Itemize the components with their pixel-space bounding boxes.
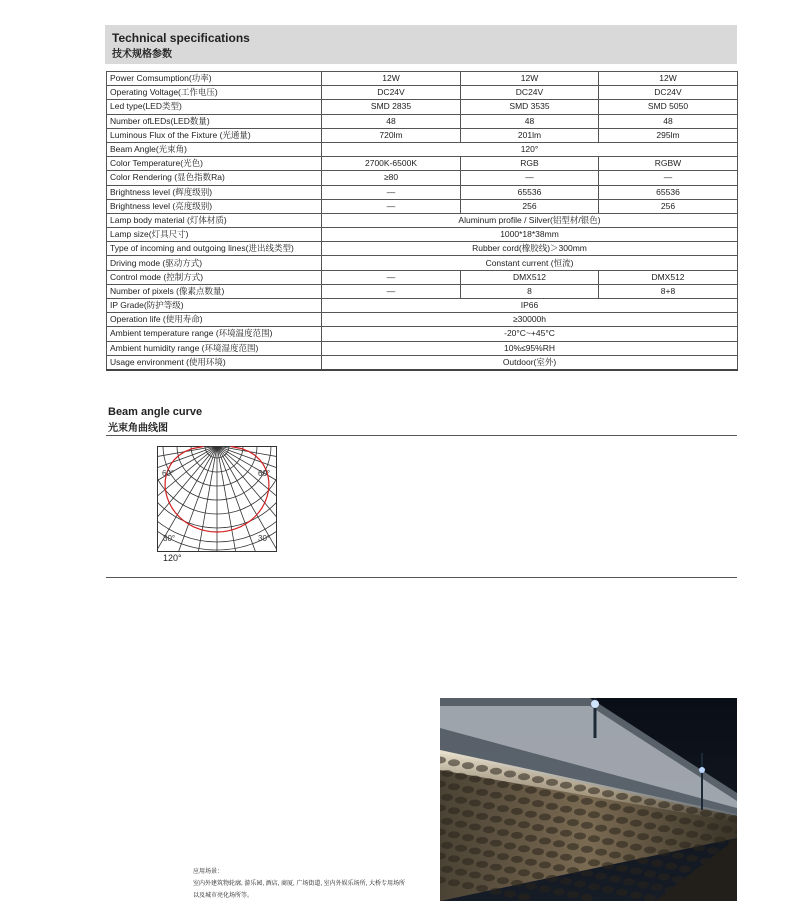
spec-value: SMD 5050 (599, 100, 738, 114)
spec-label: Number of pixels (像素点数量) (107, 284, 322, 298)
spec-value: 8 (461, 284, 599, 298)
spec-row (107, 72, 738, 86)
application-note-title: 应用场景： (193, 869, 224, 875)
spec-label: Type of incoming and outgoing lines(进出线类型) (107, 242, 322, 256)
spec-label: Lamp size(灯具尺寸) (107, 228, 322, 242)
section-divider-top (106, 435, 737, 436)
spec-row (107, 313, 738, 327)
spec-row (107, 157, 738, 171)
spec-label: Led type(LED类型) (107, 100, 322, 114)
spec-value: — (322, 185, 461, 199)
spec-row (107, 242, 738, 256)
spec-value: 2700K-6500K (322, 157, 461, 171)
spec-value: RGBW (599, 157, 738, 171)
beam-angle-polar-chart (157, 446, 277, 552)
spec-row (107, 185, 738, 199)
spec-label: Color Rendering (显色指数Ra) (107, 171, 322, 185)
spec-label: Brightness level (亮度级别) (107, 199, 322, 213)
beam-angle-label: 120° (163, 553, 182, 563)
spec-row (107, 341, 738, 355)
spec-label: Brightness level (辉度级别) (107, 185, 322, 199)
spec-value: 256 (599, 199, 738, 213)
spec-row (107, 114, 738, 128)
spec-value: 8+8 (599, 284, 738, 298)
spec-row (107, 270, 738, 284)
tick-30-right: 30° (258, 534, 271, 543)
spec-value: ≥30000h (322, 313, 738, 327)
spec-value: — (599, 171, 738, 185)
spec-value: 48 (461, 114, 599, 128)
spec-label: Luminous Flux of the Fixture (光通量) (107, 128, 322, 142)
spec-label: Color Temperature(光色) (107, 157, 322, 171)
beam-curve-title-cn: 光束角曲线图 (108, 423, 168, 434)
spec-table (106, 71, 738, 371)
spec-label: Number ofLEDs(LED数量) (107, 114, 322, 128)
spec-row (107, 256, 738, 270)
spec-value: 295lm (599, 128, 738, 142)
spec-value: Aluminum profile / Silver(铝型材/银色) (322, 213, 738, 227)
application-note-line2: 以及城市亮化场所等。 (193, 893, 254, 899)
spec-value: 65536 (599, 185, 738, 199)
spec-row (107, 228, 738, 242)
spec-value: 48 (599, 114, 738, 128)
spec-value: DMX512 (599, 270, 738, 284)
spec-value: — (322, 199, 461, 213)
spec-value: IP66 (322, 299, 738, 313)
spec-value: 12W (599, 72, 738, 86)
spec-value: Constant current (恒流) (322, 256, 738, 270)
spec-value: 12W (461, 72, 599, 86)
spec-label: Lamp body material (灯体材质) (107, 213, 322, 227)
spec-title-en: Technical specifications (112, 31, 250, 45)
spec-row (107, 299, 738, 313)
spec-value: 720lm (322, 128, 461, 142)
spec-label: Power Comsumption(功率) (107, 72, 322, 86)
spec-value: 201lm (461, 128, 599, 142)
spec-value: — (322, 270, 461, 284)
application-note-line1: 室内外建筑物轮廓, 游乐园, 酒店, 商厦, 广场街道, 室内外娱乐场所, 大桥专用场所 (193, 881, 406, 887)
spec-value: ≥80 (322, 171, 461, 185)
spec-value: Rubber cord(橡胶线)＞300mm (322, 242, 738, 256)
spec-row (107, 284, 738, 298)
spec-value: 65536 (461, 185, 599, 199)
spec-row (107, 327, 738, 341)
spec-value: Outdoor(室外) (322, 355, 738, 370)
spec-label: Beam Angle(光束角) (107, 142, 322, 156)
spec-value: DMX512 (461, 270, 599, 284)
spec-row (107, 86, 738, 100)
spec-label: Ambient temperature range (环境温度范围) (107, 327, 322, 341)
spec-value: SMD 2835 (322, 100, 461, 114)
spec-label: Control mode (控制方式) (107, 270, 322, 284)
spec-label: Operating Voltage(工作电压) (107, 86, 322, 100)
tick-30-left: 30° (163, 534, 176, 543)
spec-value: -20°C~+45°C (322, 327, 738, 341)
spec-value: — (461, 171, 599, 185)
application-note (193, 866, 405, 902)
spec-value: 256 (461, 199, 599, 213)
spec-label: Operation life (使用寿命) (107, 313, 322, 327)
spec-label: Ambient humidity range (环境湿度范围) (107, 341, 322, 355)
spec-value: 120° (322, 142, 738, 156)
spec-value: DC24V (599, 86, 738, 100)
spec-value: RGB (461, 157, 599, 171)
spec-row (107, 128, 738, 142)
section-divider-bottom (106, 577, 737, 578)
spec-value: 1000*18*38mm (322, 228, 738, 242)
spec-row (107, 213, 738, 227)
spec-value: 12W (322, 72, 461, 86)
spec-value: — (322, 284, 461, 298)
spec-row (107, 171, 738, 185)
tick-60-left: 60° (162, 469, 175, 478)
beam-curve-title-en: Beam angle curve (108, 406, 203, 418)
spec-label: Usage environment (使用环境) (107, 355, 322, 370)
spec-value: 10%≤95%RH (322, 341, 738, 355)
spec-row (107, 100, 738, 114)
spec-row (107, 355, 738, 370)
tick-60-right: 60° (258, 469, 271, 478)
spec-label: Driving mode (驱动方式) (107, 256, 322, 270)
application-photo (440, 698, 737, 901)
spec-title-cn: 技术规格参数 (112, 49, 172, 60)
spec-row (107, 142, 738, 156)
spec-row (107, 199, 738, 213)
spec-label: IP Grade(防护等级) (107, 299, 322, 313)
spec-value: DC24V (461, 86, 599, 100)
spec-value: DC24V (322, 86, 461, 100)
spec-value: SMD 3535 (461, 100, 599, 114)
spec-header-bar (105, 25, 737, 64)
spec-value: 48 (322, 114, 461, 128)
